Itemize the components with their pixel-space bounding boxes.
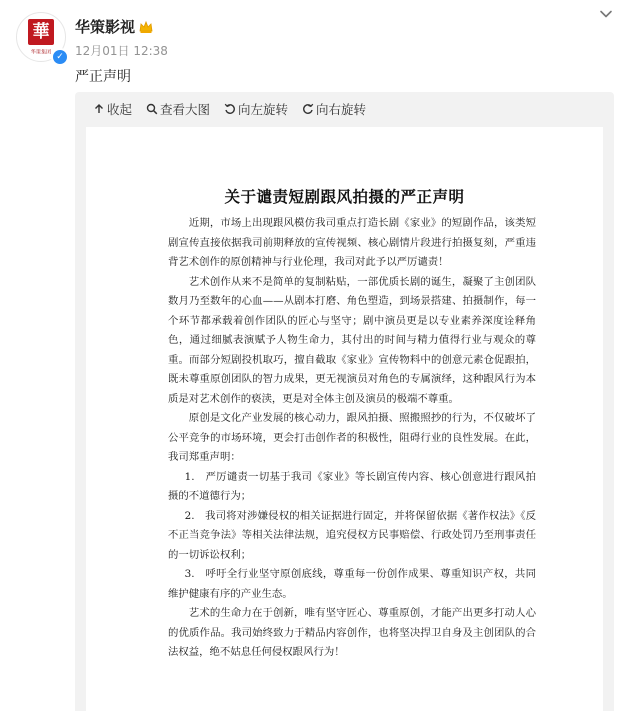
statement-list-item: 1. 严厉谴责一切基于我司《家业》等长剧宣传内容、核心创意进行跟风拍摄的不道德行为；: [168, 470, 536, 502]
post-text: 严正声明: [75, 69, 131, 85]
image-toolbar: [93, 100, 366, 118]
chevron-down-icon[interactable]: [598, 6, 614, 22]
avatar-logo-mark: 華: [28, 19, 54, 45]
statement-closing: 艺术的生命力在于创新，唯有坚守匠心、尊重原创，才能产出更多打动人心的优质作品。我司始终致力于精品内容创作，也将坚决捍卫自身及主创团队的合法权益，绝不姑息任何侵权跟风行为！: [168, 607, 536, 658]
rotate-left-label: 向左旋转: [238, 102, 289, 117]
statement-paragraph: 原创是文化产业发展的核心动力，跟风拍摄、照搬照抄的行为，不仅破坏了公平竞争的市场环境，更会打击创作者的积极性，阻碍行业的良性发展。在此，我司郑重声明：: [168, 412, 536, 463]
statement-title: 关于谴责短剧跟风拍摄的严正声明: [224, 187, 465, 206]
collapse-button[interactable]: [93, 100, 132, 118]
view-large-label: 查看大图: [160, 102, 211, 117]
username[interactable]: 华策影视: [75, 18, 136, 36]
rotate-right-icon: [302, 103, 314, 115]
statement-body: [168, 214, 536, 663]
rotate-right-button[interactable]: [302, 100, 366, 118]
statement-list-item: 3. 呼吁全行业坚守原创底线，尊重每一份创作成果、尊重知识产权，共同维护健康有序的产业生态。: [168, 568, 536, 600]
view-large-button[interactable]: [146, 100, 210, 118]
collapse-label: 收起: [107, 102, 133, 117]
rotate-right-label: 向右旋转: [316, 102, 367, 117]
collapse-up-icon: [93, 103, 105, 115]
statement-list-item: 2. 我司将对涉嫌侵权的相关证据进行固定，并将保留依据《著作权法》《反不正当竞争法》等相关法律法规，追究侵权方民事赔偿、行政处罚乃至刑事责任的一切诉讼权利；: [168, 509, 536, 561]
rotate-left-icon: [224, 103, 236, 115]
magnifier-icon: [146, 103, 158, 115]
post-timestamp[interactable]: 12月01日 12:38: [75, 44, 168, 58]
verified-badge-icon: ✓: [51, 48, 69, 66]
crown-icon: [138, 19, 154, 35]
avatar-logo-text: 华策集团: [30, 48, 52, 55]
statement-image[interactable]: [86, 127, 603, 711]
statement-paragraph: 艺术创作从来不是简单的复制粘贴，一部优质长剧的诞生，凝聚了主创团队数月乃至数年的心血——从剧本打磨、角色塑造，到场景搭建、拍摄制作，每一个环节都承载着创作团队的匠心与坚守；剧中演员更是以专业素养深度诠释角色，通过细腻表演赋予人物生命力，其付出的时间与精力值得行业与观众的尊重。而部分短剧投机取巧，擅自截取《家业》宣传物料中的创意元素仓促跟拍，既未尊重原创团队的智力成果，更无视演员对角色的专属演绎，这种跟风行为本质是对艺术创作的亵渎，更是对全体主创及演员的极端不尊重。: [168, 275, 536, 405]
media-container: [75, 92, 614, 711]
rotate-left-button[interactable]: [224, 100, 288, 118]
statement-paragraph: 近期，市场上出现跟风模仿我司重点打造长剧《家业》的短剧作品，该类短剧宣传直接依据我司前期释放的宣传视频、核心剧情片段进行拍摄复刻，严重违背艺术创作的原创精神与行业伦理，我司对此予以严厉谴责！: [168, 217, 536, 268]
